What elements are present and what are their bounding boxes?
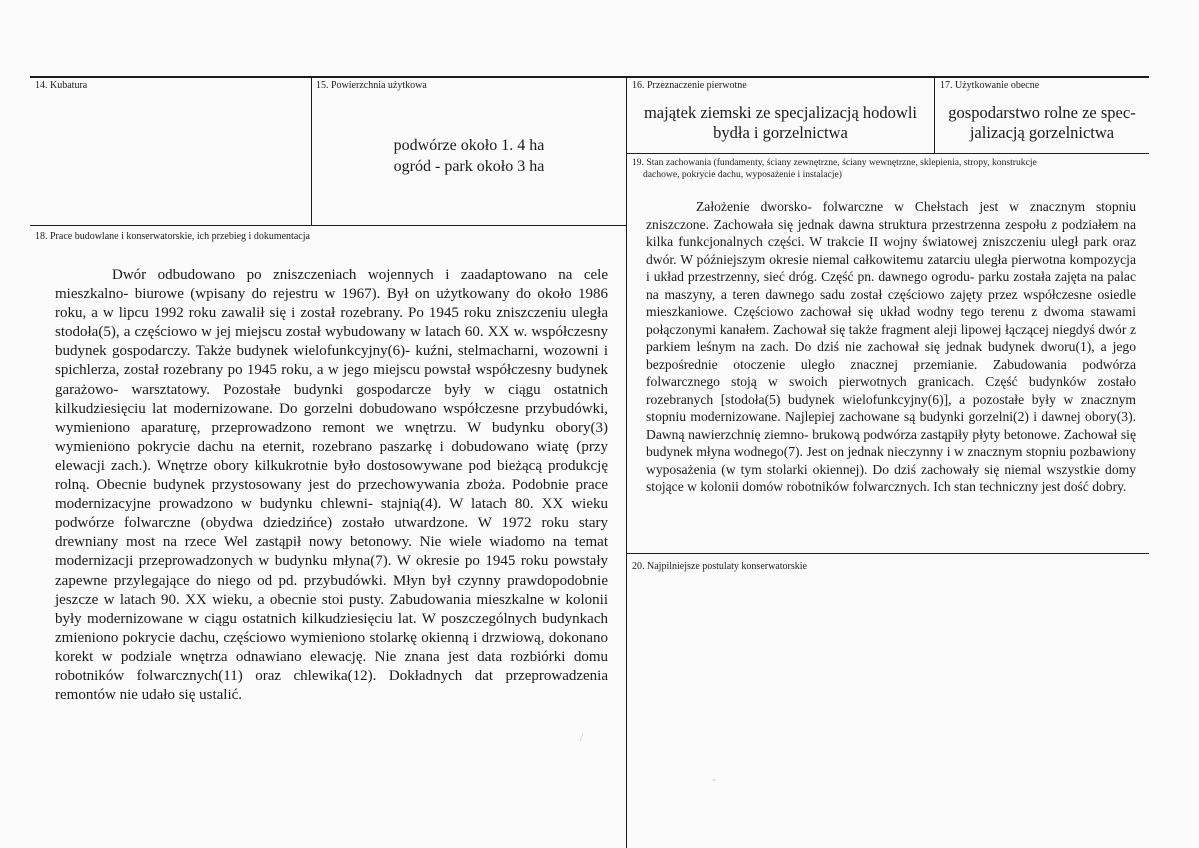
field-20-label: 20. Najpilniejsze postulaty konserwatorskie: [632, 561, 807, 572]
field-17-value: [935, 103, 1149, 143]
top-rule: [30, 76, 1149, 78]
field-16-line-1: majątek ziemski ze specjalizacją hodowli: [643, 103, 918, 122]
rule-below-15: [30, 225, 627, 226]
field-17-line-1: gospodarstwo rolne ze spec-: [948, 103, 1136, 122]
field-19-label-line-1: 19. Stan zachowania (fundamenty, ściany zewnętrzne, ściany wewnętrzne, sklepienia, stropy, konstrukcje: [632, 157, 1037, 168]
field-15-value: [312, 135, 626, 177]
field-16-label: 16. Przeznaczenie pierwotne: [632, 80, 747, 91]
field-19-label: [632, 157, 1037, 181]
rule-below-17: [626, 153, 1149, 154]
field-16-value: [627, 103, 934, 143]
field-19-label-line-2: dachowe, pokrycie dachu, wyposażenie i instalacje): [643, 169, 842, 180]
center-divider: [626, 76, 627, 848]
field-14-label: 14. Kubatura: [35, 80, 88, 91]
scan-mark: /: [580, 730, 584, 744]
scan-mark: -: [712, 772, 716, 786]
field-15-line-1: podwórze około 1. 4 ha: [393, 137, 545, 154]
field-18-text: Dwór odbudowano po zniszczeniach wojennych i zaadaptowano na cele mieszkalno- biurowe (wpisany do rejestru w 1967). Był on użytkowany do około 1986 roku, a w lipcu 1992 roku zawalił się i został rozebrany. Po 1945 roku zniszczeniu uległa stodoła(5), a częściowo w jej miejscu został wybudowany w latach 60. XX w. współczesny budynek gospodarczy. Także budynek wielofunkcyjny(6)- kuźni, stelmacharni, wozowni i spichlerza, został rozebrany po 1945 roku, a w jego miejscu powstał współczesny budynek garażowo- warsztatowy. Pozostałe budynki gospodarcze były w ciągu ostatnich kilkudziesięciu lat modernizowane. Do gorzelni dobudowano współczesne przybudówki, wymieniono aparaturę, przeprowadzono remont we wnętrzu. W budynku obory(3) wymieniono pokrycie dachu na eternit, rozebrano paszarkę i dobudowano wiatę (przy elewacji zach.). Wnętrze obory kilkukrotnie było dostosowywane pod bieżącą produkcję rolną. Obecnie budynek przystosowany jest do przechowywania zboża. Podobnie prace modernizacyjne prowadzono w budynku chlewni- stajnią(4). W latach 80. XX wieku podwórze folwarczne (obydwa dziedzińce) zostało utwardzone. W 1972 roku stary drewniany most na rzece Wel zastąpił nowy betonowy. Nie wiele wiadomo na temat modernizacji przeprowadzonych w budynku młyna(7). W okresie po 1945 roku powstały zapewne przylegające do niego od pd. przybudówki. Młyn był czynny prawdopodobnie jeszcze w latach 90. XX wieku, a obecnie stoi pusty. Zabudowania mieszkalne w kolonii były modernizowane w ciągu ostatnich kilkudziesięciu lat. W poszczególnych budynkach zmieniono pokrycie dachu, częściowo wymieniono stolarkę okienną i drzwiową, dokonano korekt w podziale wnętrza odnawiano elewację. Nie znana jest data rozbiórki domu robotników folwarcznych(11) oraz chlewika(12). Dokładnych dat przeprowadzenia remontów nie udało się ustalić.: [55, 267, 608, 704]
field-15-label: 15. Powierzchnia użytkowa: [316, 80, 427, 91]
field-15-line-2: ogród - park około 3 ha: [393, 158, 545, 175]
field-16-line-2: bydła i gorzelnictwa: [713, 123, 848, 142]
field-17-line-2: jalizacją gorzelnictwa: [969, 123, 1115, 142]
field-17-label: 17. Użytkowanie obecne: [940, 80, 1040, 91]
field-18-label: 18. Prace budowlane i konserwatorskie, ich przebieg i dokumentacja: [35, 231, 310, 242]
rule-below-19: [626, 553, 1149, 554]
field-19-text: Założenie dworsko- folwarczne w Chełstach jest w znacznym stopniu zniszczone. Zachowała się jednak dawna struktura przestrzenna zespołu z podziałem na kilka funkcjonalnych części. W trakcie II wojny światowej zniszczeniu uległ park oraz dwór. W późniejszym okresie niemal całkowitemu zatarciu uległa pierwotna kompozycja i układ przestrzenny, sieć dróg. Część pn. dawnego ogrodu- parku została zajęta na palac na maszyny, a teren dawnego sadu został częściowo zajęty przez współczesne osiedle mieszkaniowe. Częściowo zachował się układ wodny tego terenu z dwoma stawami połączonymi kanałem. Zachował się także fragment aleji lipowej łączącej niegdyś dwór z parkiem leśnym na zach. Do dziś nie zachował się jednak budynek dworu(1), a jego bezpośrednie otoczenie uległo znacznej przemianie. Zabudowania podwórza folwarcznego stoją w swoich pierwotnych granicach. Część budynków zostało rozebranych [stodoła(5) budynek wielofunkcyjny(6)], a pozostałe były w znacznym stopniu modernizowane. Najlepiej zachowane są budynki gorzelni(2) i dawnej obory(3). Dawną nawierzchnię ziemno- brukową podwórza zastąpiły płyty betonowe. Zachował się budynek młyna wodnego(7). Jest on jednak nieczynny i w znacznym stopniu pozbawiony wyposażenia (w tym stolarki okiennej). Do dziś zachowały się niemal wszystkie domy stojące w kolonii domów robotników folwarcznych. Ich stan techniczny jest dość dobry.: [646, 199, 1136, 494]
